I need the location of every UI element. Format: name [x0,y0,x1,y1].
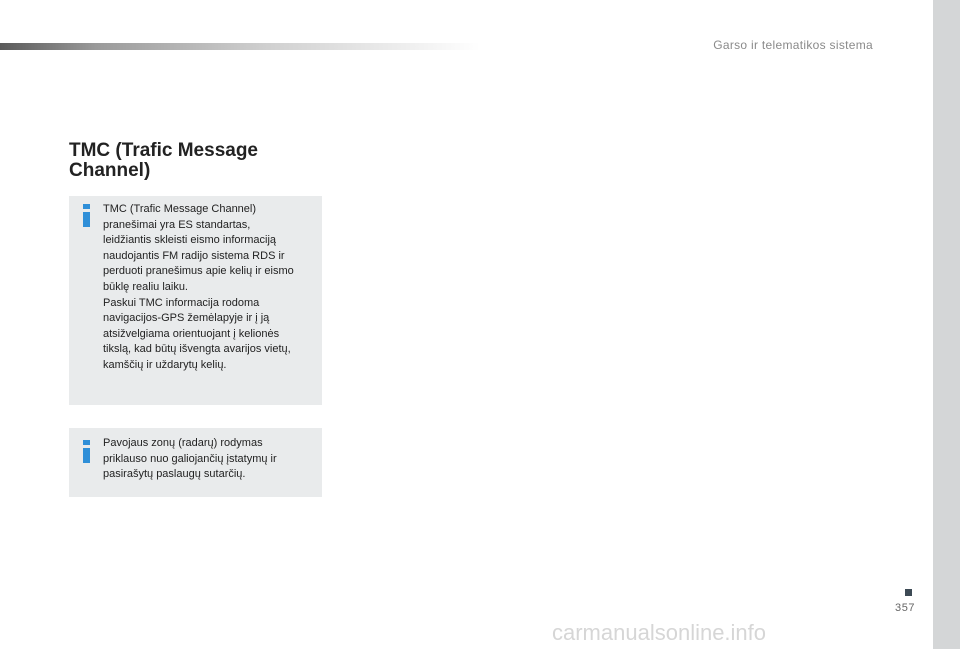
watermark: carmanualsonline.info [552,620,767,645]
info-box-text [103,202,314,374]
page-number: 357 [895,602,916,614]
info-paragraph: TMC (Trafic Message Channel) pranešimai yra ES standartas, leidžiantis skleisti eismo informaciją naudojantis FM radijo sistema RDS ir perduoti pranešimus apie kelių ir eismo būklę realiu laiku. [103,203,294,293]
side-band [933,0,960,649]
info-icon [83,204,90,227]
info-paragraph: Paskui TMC informacija rodoma navigacijos-GPS žemėlapyje ir į ją atsižvelgiama orientuojant į kelionės tikslą, kad būtų išvengta avarijos vietų, kamščių ir uždarytų kelių. [103,296,291,371]
info-box-radar [69,428,322,497]
page-heading: TMC (Trafic Message Channel) [69,140,258,181]
info-box-tmc [69,196,322,405]
section-title: Garso ir telematikos sistema [713,38,873,52]
info-icon [83,440,90,463]
info-paragraph: Pavojaus zonų (radarų) rodymas priklauso nuo galiojančių įstatymų ir pasirašytų paslaugų sutarčių. [103,437,277,481]
page-marker-square [905,589,912,596]
info-box-text [103,436,314,483]
header-gradient-bar [0,43,480,50]
